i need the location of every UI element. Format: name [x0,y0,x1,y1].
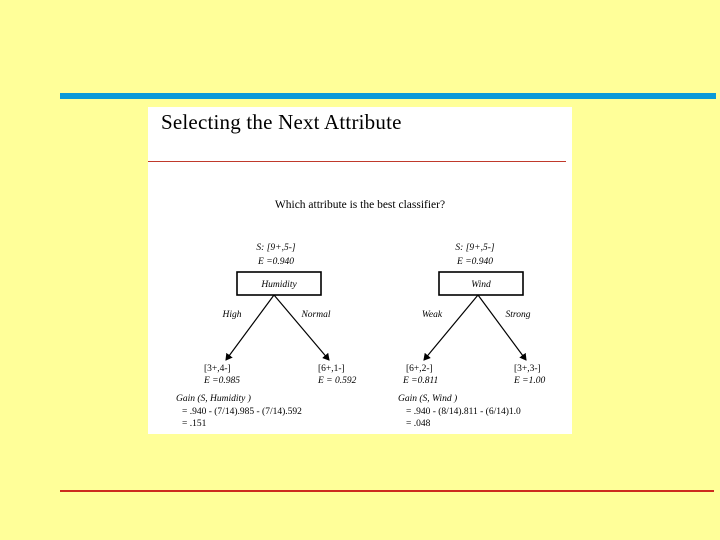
humidity-tree [176,243,357,429]
wind-set-label: S: [9+,5-] [455,243,495,253]
humidity-set-label: S: [9+,5-] [256,243,296,253]
high-leaf-counts: [3+,4-] [204,364,231,374]
strong-branch-label: Strong [505,310,531,320]
top-accent-rule [60,93,716,99]
high-branch-label: High [222,310,242,320]
normal-branch-label: Normal [301,310,331,320]
humidity-node-label: Humidity [261,280,297,290]
strong-branch-arrow [478,295,526,360]
strong-leaf-counts: [3+,3-] [514,364,541,374]
bottom-accent-rule [60,490,714,492]
humidity-gain-title: Gain (S, Humidity ) [176,394,251,404]
weak-leaf-counts: [6+,2-] [406,364,433,374]
normal-leaf-entropy: E = 0.592 [318,376,357,386]
slide-title: Selecting the Next Attribute [161,110,402,134]
wind-gain-title: Gain (S, Wind ) [398,394,458,404]
decision-trees-diagram [148,107,572,434]
wind-gain-line-1: = .940 - (8/14).811 - (6/14)1.0 [406,407,521,417]
wind-root-entropy: E =0.940 [457,257,493,267]
humidity-gain-line-1: = .940 - (7/14).985 - (7/14).592 [182,407,302,417]
weak-branch-label: Weak [421,310,443,320]
humidity-root-entropy: E =0.940 [258,257,294,267]
wind-gain-line-2: = .048 [406,419,431,429]
normal-leaf-counts: [6+,1-] [318,364,345,374]
wind-tree [398,243,545,429]
weak-leaf-entropy: E =0.811 [403,376,439,386]
high-branch-arrow [226,295,274,360]
strong-leaf-entropy: E =1.00 [514,376,546,386]
slide-figure [148,107,572,434]
question-text: Which attribute is the best classifier? [274,199,446,211]
humidity-gain-line-2: = .151 [182,419,207,429]
wind-node-label: Wind [471,280,491,290]
high-leaf-entropy: E =0.985 [204,376,240,386]
normal-branch-arrow [274,295,329,360]
weak-branch-arrow [421,295,478,360]
